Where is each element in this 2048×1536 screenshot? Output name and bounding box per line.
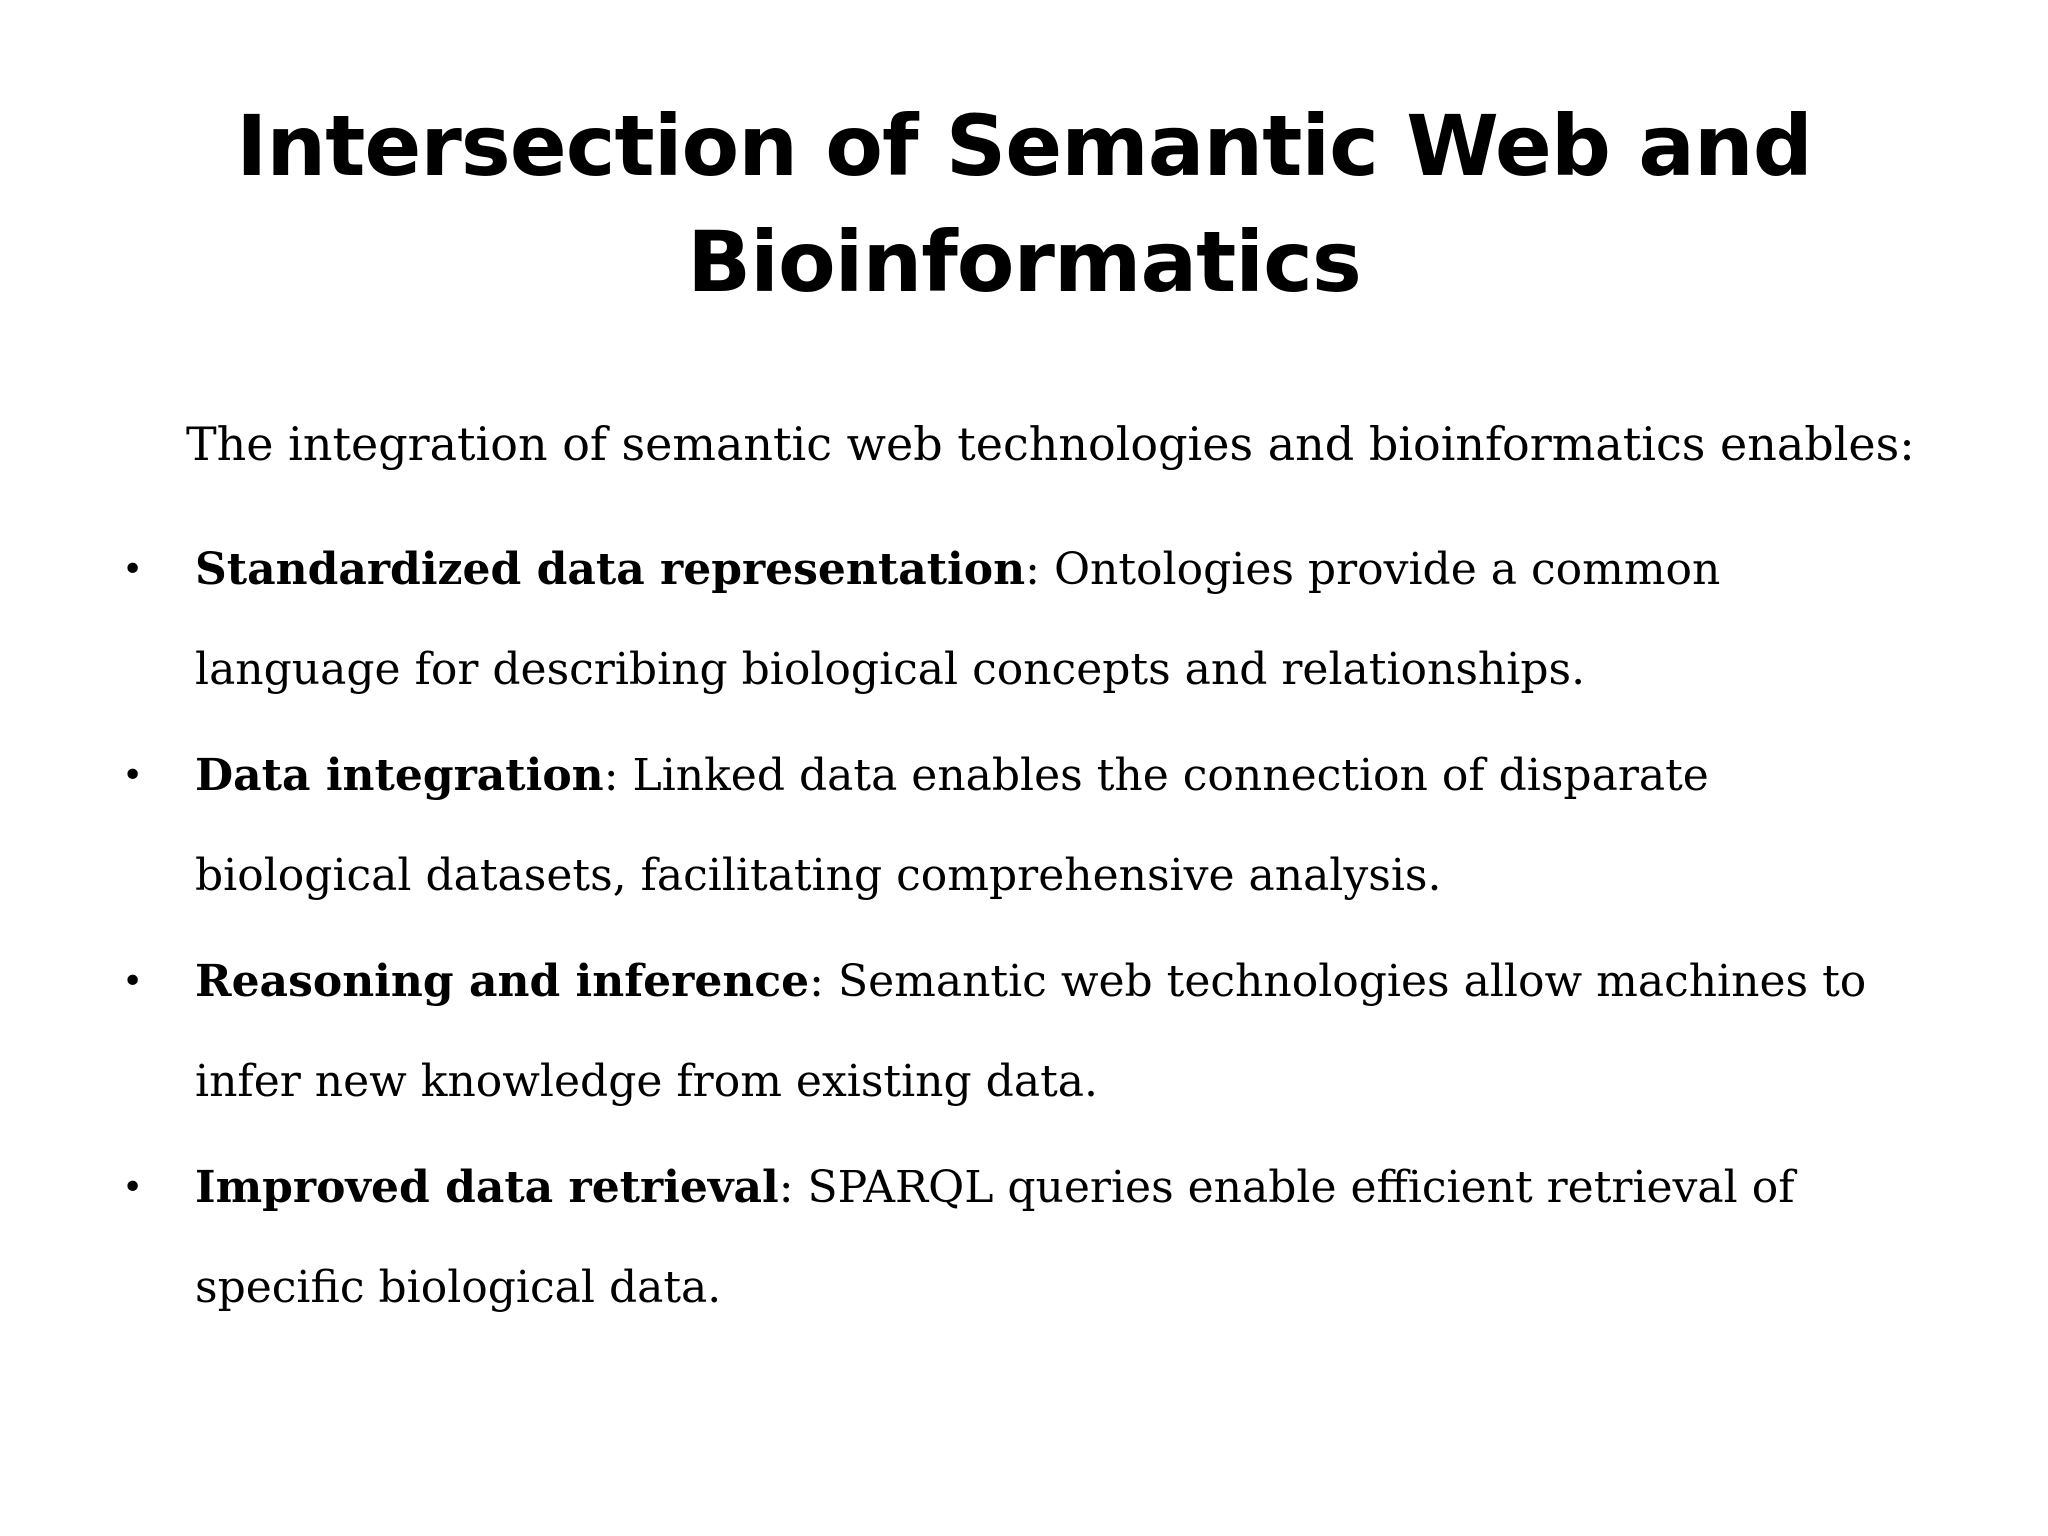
- bullet-term: Reasoning and inference: [195, 956, 810, 1007]
- bullet-separator: :: [778, 1162, 794, 1213]
- bullet-text: Ontologies provide a common language for describing biological concepts and relationships.: [195, 544, 1721, 695]
- bullet-list: [0, 520, 2048, 1344]
- bullet-icon: •: [122, 1167, 144, 1208]
- slide-title: Intersection of Semantic Web and Bioinformatics: [236, 97, 1812, 311]
- bullet-separator: :: [603, 750, 619, 801]
- intro-text: The integration of semantic web technologies and bioinformatics enables:: [186, 417, 1915, 471]
- bullet-separator: :: [1025, 544, 1040, 595]
- bullet-item-standardized-data: [0, 520, 1935, 720]
- bullet-term: Data integration: [195, 750, 604, 801]
- bullet-icon: •: [122, 755, 144, 796]
- bullet-text: Semantic web technologies allow machines to infer new knowledge from existing data.: [195, 956, 1867, 1107]
- bullet-icon: •: [122, 549, 144, 590]
- bullet-separator: :: [809, 956, 824, 1007]
- bullet-term: Improved data retrieval: [195, 1162, 779, 1213]
- bullet-icon: •: [122, 961, 144, 1002]
- bullet-text: Linked data enables the connection of disparate biological datasets, facilitating comprehensive analysis.: [195, 750, 1709, 901]
- bullet-item-improved-retrieval: [0, 1138, 1935, 1338]
- bullet-item-data-integration: [0, 726, 1935, 926]
- bullet-term: Standardized data representation: [195, 544, 1026, 595]
- bullet-text: SPARQL queries enable efficient retrieval of specific biological data.: [195, 1162, 1795, 1313]
- bullet-item-reasoning-inference: [0, 932, 1935, 1132]
